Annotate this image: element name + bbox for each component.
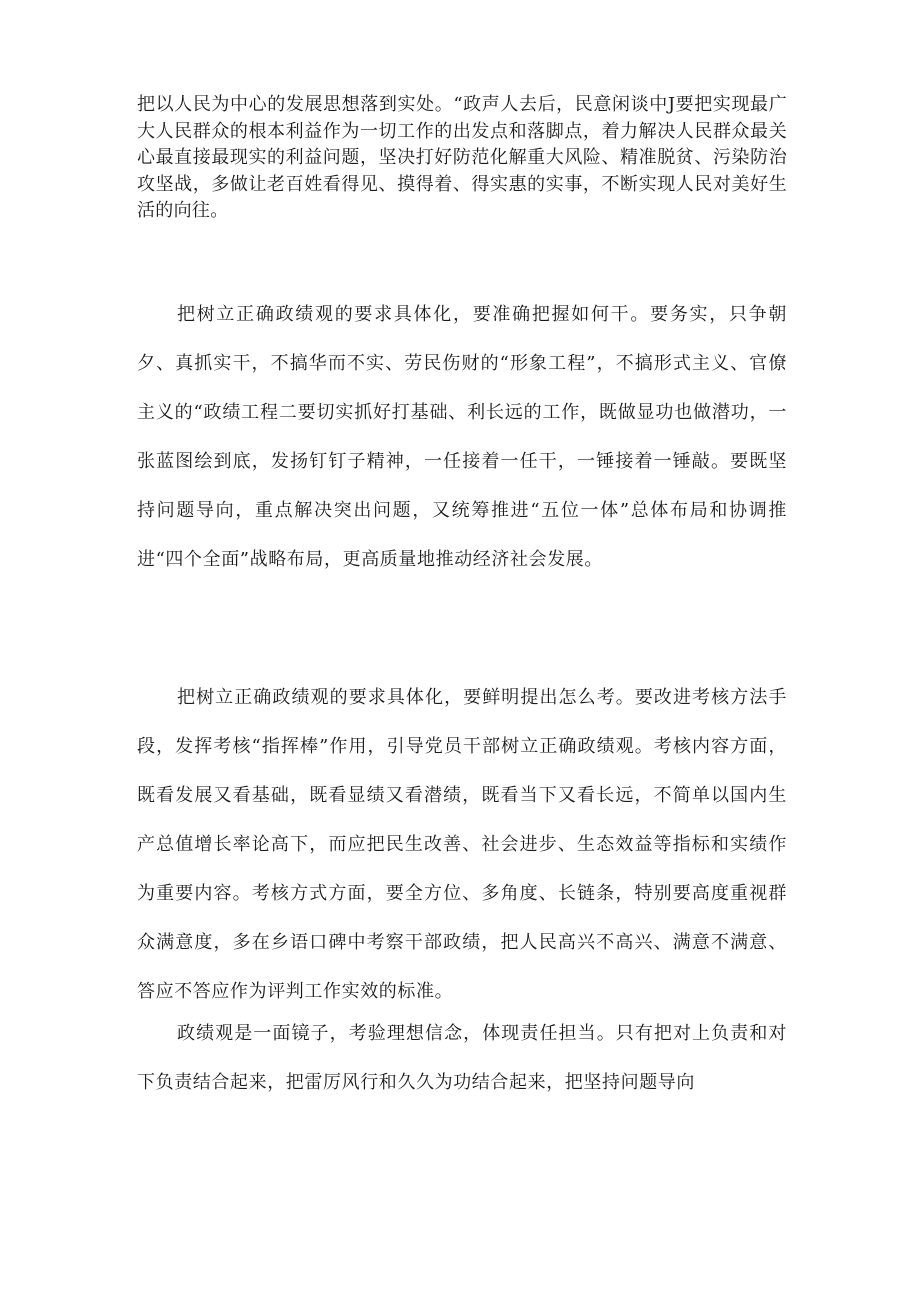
paragraph-mirror: 政绩观是一面镜子，考验理想信念，体现责任担当。只有把对上负责和对下负责结合起来，把雷厉风行和久久为功结合起来，把坚持问题导向 [137, 1023, 787, 1093]
paragraph-how-to-evaluate: 把树立正确政绩观的要求具体化，要鲜明提出怎么考。要改进考核方法手段，发挥考核“指挥棒”作用，引导党员干部树立正确政绩观。考核内容方面，既看发展又看基础，既看显绩又看潜绩，既看当下又看长远，不简单以国内生产总值增长率论高下，而应把民生改善、社会进步、生态效益等指标和实绩作为重要内容。考核方式方面，要全方位、多角度、长链条，特别要高度重视群众满意度，多在乡语口碑中考察干部政绩，把人民高兴不高兴、满意不满意、答应不答应作为评判工作实效的标准。 [137, 687, 787, 1002]
paragraph-people-centered: 把以人民为中心的发展思想落到实处。“政声人去后，民意闲谈中J要把实现最广大人民群众的根本利益作为一切工作的出发点和落脚点，着力解决人民群众最关心最直接最现实的利益问题，坚决打好防范化解重大风险、精准脱贫、污染防治攻坚战，多做让老百姓看得见、摸得着、得实惠的实事，不断实现人民对美好生活的向往。 [137, 94, 787, 221]
paragraph-how-to-work: 把树立正确政绩观的要求具体化，要准确把握如何干。要务实，只争朝夕、真抓实干，不搞华而不实、劳民伤财的“形象工程”，不搞形式主义、官僚主义的“政绩工程二要切实抓好打基础、利长远的工作，既做显功也做潜功，一张蓝图绘到底，发扬钉钉子精神，一任接着一任干，一锤接着一锤敲。要既坚持问题导向，重点解决突出问题，又统筹推进“五位一体”总体布局和协调推进“四个全面”战略布局，更高质量地推动经济社会发展。 [137, 304, 787, 570]
